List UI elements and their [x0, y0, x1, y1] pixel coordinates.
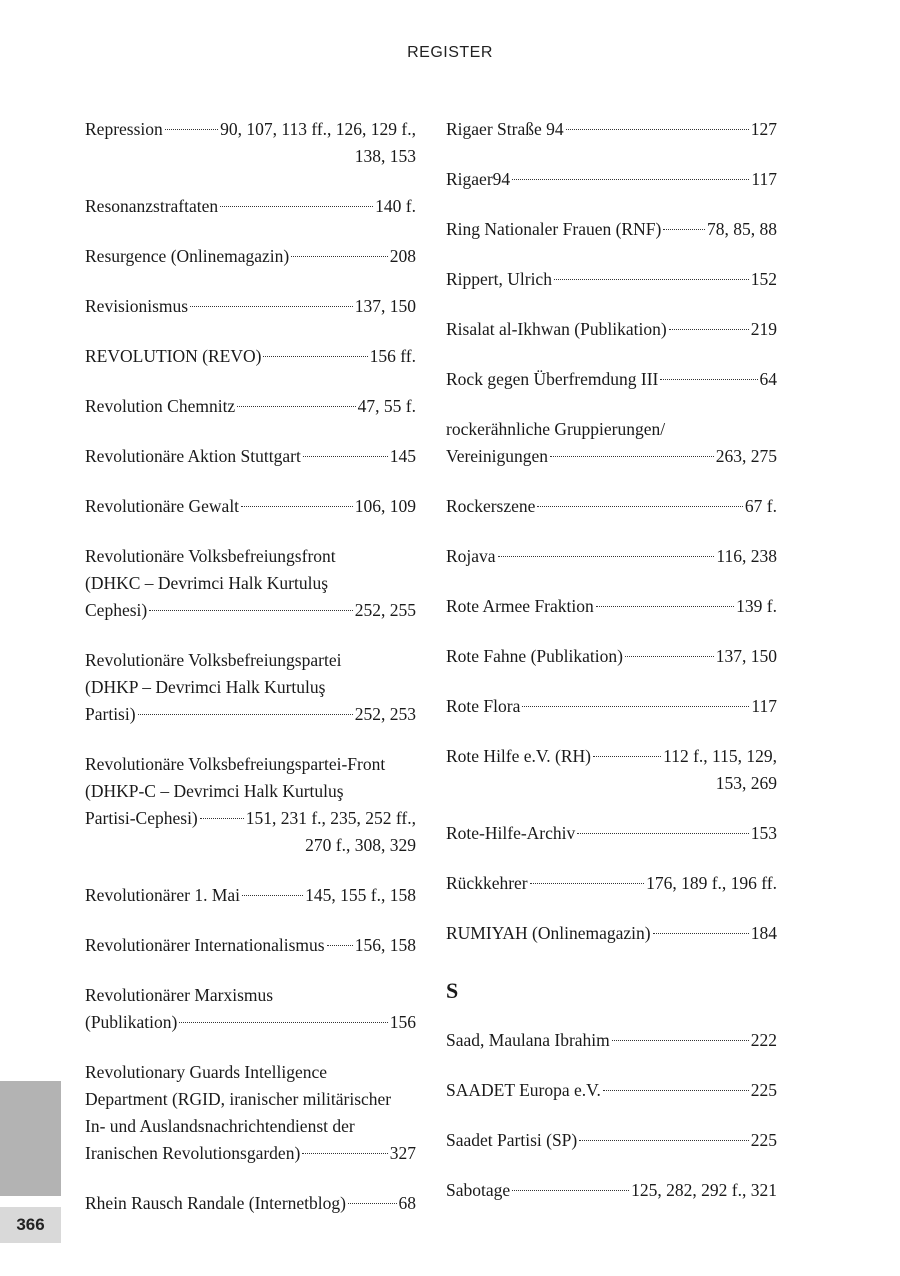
dot-leader [138, 714, 353, 715]
index-entry [446, 593, 777, 620]
page-refs: 67 f. [744, 496, 777, 516]
index-entry [446, 1177, 777, 1204]
index-entry [85, 1190, 416, 1217]
index-term: Revolutionäre Gewalt [85, 496, 240, 516]
section-letter-s: S [446, 978, 459, 1003]
index-entry [85, 493, 416, 520]
index-entry [85, 443, 416, 470]
dot-leader [530, 883, 644, 884]
index-entry [85, 193, 416, 220]
index-entry-line: Revolutionäre Volksbefreiungspartei [85, 650, 342, 670]
index-entry-term-line [85, 443, 416, 470]
index-entry-term-line [446, 643, 777, 670]
index-entry-term-line [446, 693, 777, 720]
dot-leader [242, 895, 303, 896]
dot-leader [263, 356, 367, 357]
page-refs: 152 [750, 269, 777, 289]
index-entry-term-line [446, 820, 777, 847]
index-term: Rote-Hilfe-Archiv [446, 823, 576, 843]
index-entry-term-line [446, 920, 777, 947]
index-entry-line: Revolutionärer Marxismus [85, 985, 274, 1005]
dot-leader [165, 129, 218, 130]
index-entry-term-line [85, 343, 416, 370]
index-term: Revisionismus [85, 296, 189, 316]
index-entry [446, 493, 777, 520]
page-refs: 208 [389, 246, 416, 266]
index-term: Rojava [446, 546, 496, 566]
index-term: Rigaer Straße 94 [446, 119, 564, 139]
page-refs: 219 [750, 319, 777, 339]
index-entry [446, 216, 777, 243]
page-refs-continued: 153, 269 [715, 773, 777, 793]
index-term: Resonanzstraftaten [85, 196, 219, 216]
page-refs: 222 [750, 1030, 777, 1050]
index-entry-term-line [446, 493, 777, 520]
index-entry-line: (DHKP-C – Devrimci Halk Kurtuluş [85, 781, 344, 801]
page-refs: 116, 238 [716, 546, 777, 566]
index-entry-line: Revolutionäre Volksbefreiungspartei-Front [85, 754, 386, 774]
index-entry-line: (DHKP – Devrimci Halk Kurtuluş [85, 677, 326, 697]
page-refs-continued: 138, 153 [354, 146, 416, 166]
dot-leader [327, 945, 353, 946]
page-refs: 225 [750, 1130, 777, 1150]
dot-leader [669, 329, 749, 330]
page-refs: 90, 107, 113 ff., 126, 129 f., [220, 119, 416, 139]
index-entry [85, 343, 416, 370]
index-entry-term-line [85, 193, 416, 220]
index-entry [446, 416, 777, 470]
dot-leader [577, 833, 748, 834]
page-refs: 64 [759, 369, 777, 389]
page-refs: 139 f. [736, 596, 777, 616]
index-entry-term-line [85, 1190, 416, 1217]
index-list-r [446, 116, 777, 947]
page-refs: 140 f. [375, 196, 416, 216]
index-entry-term-line [446, 1027, 777, 1054]
index-term: Ring Nationaler Frauen (RNF) [446, 219, 662, 239]
page-refs: 117 [751, 696, 777, 716]
page-refs: 225 [750, 1080, 777, 1100]
index-entry-term-line [85, 293, 416, 320]
dot-leader [512, 179, 749, 180]
page-refs: 125, 282, 292 f., 321 [631, 1180, 777, 1200]
dot-leader [200, 818, 244, 819]
page-refs: 137, 150 [715, 646, 777, 666]
page-refs-continued: 270 f., 308, 329 [305, 835, 416, 855]
index-entry [446, 1027, 777, 1054]
index-entry [446, 543, 777, 570]
index-term: Revolution Chemnitz [85, 396, 236, 416]
index-term: Partisi-Cephesi) [85, 808, 198, 828]
dot-leader [566, 129, 749, 130]
index-entry [446, 366, 777, 393]
index-term: Cephesi) [85, 600, 148, 620]
index-term: Vereinigungen [446, 446, 549, 466]
dot-leader [625, 656, 714, 657]
index-entry [446, 820, 777, 847]
dot-leader [303, 456, 388, 457]
page-refs: 176, 189 f., 196 ff. [646, 873, 777, 893]
page-refs: 252, 255 [354, 600, 416, 620]
page-refs: 137, 150 [354, 296, 416, 316]
index-entry-term-line [85, 1009, 416, 1036]
index-term: Rote Hilfe e.V. (RH) [446, 746, 591, 766]
index-term: Revolutionärer Internationalismus [85, 935, 325, 955]
index-column-right [446, 116, 777, 1227]
index-term: Rigaer94 [446, 169, 511, 189]
dot-leader [663, 229, 705, 230]
page-refs: 156, 158 [354, 935, 416, 955]
index-term: Rockerszene [446, 496, 536, 516]
index-term: Rote Flora [446, 696, 521, 716]
index-entry-term-line [85, 597, 416, 624]
dot-leader [660, 379, 757, 380]
index-term: Saadet Partisi (SP) [446, 1130, 578, 1150]
index-term: Rhein Rausch Randale (Internetblog) [85, 1193, 346, 1213]
index-entry-term-line [446, 166, 777, 193]
index-term: Resurgence (Onlinemagazin) [85, 246, 290, 266]
index-entry [446, 266, 777, 293]
index-entry-term-line [446, 1127, 777, 1154]
index-list-s [446, 1027, 777, 1204]
page-refs: 112 f., 115, 129, [663, 746, 777, 766]
page-refs: 78, 85, 88 [707, 219, 777, 239]
index-term: REVOLUTION (REVO) [85, 346, 262, 366]
page-refs: 252, 253 [354, 704, 416, 724]
index-entry [446, 316, 777, 343]
dot-leader [653, 933, 749, 934]
page-refs: 127 [750, 119, 777, 139]
index-entry-line: Revolutionary Guards Intelligence [85, 1062, 328, 1082]
index-entry-term-line [446, 743, 777, 770]
page-refs: 184 [750, 923, 777, 943]
page-refs: 68 [398, 1193, 416, 1213]
index-entry-term-line [446, 593, 777, 620]
index-entry-term-line [446, 1077, 777, 1104]
index-entry [446, 920, 777, 947]
thumb-index-tab [0, 1081, 61, 1196]
index-entry [446, 743, 777, 797]
dot-leader [596, 606, 734, 607]
index-term: Partisi) [85, 704, 136, 724]
index-entry-term-line [446, 116, 777, 143]
index-column-left [85, 116, 416, 1240]
index-entry [85, 647, 416, 728]
page-refs: 145, 155 f., 158 [305, 885, 416, 905]
dot-leader [593, 756, 661, 757]
index-entry [446, 166, 777, 193]
index-entry [85, 751, 416, 859]
page-refs: 117 [751, 169, 777, 189]
index-entry-line: Revolutionäre Volksbefreiungsfront [85, 546, 336, 566]
index-entry-term-line [85, 805, 416, 832]
index-term: RUMIYAH (Onlinemagazin) [446, 923, 651, 943]
page-refs: 263, 275 [715, 446, 777, 466]
dot-leader [537, 506, 743, 507]
index-entry [85, 982, 416, 1036]
dot-leader [179, 1022, 387, 1023]
page-refs: 151, 231 f., 235, 252 ff., [245, 808, 416, 828]
index-entry-term-line [85, 393, 416, 420]
index-entry-term-line [85, 882, 416, 909]
index-entry-term-line [446, 1177, 777, 1204]
page-refs: 106, 109 [354, 496, 416, 516]
index-entry-term-line [85, 493, 416, 520]
index-entry-line: Department (RGID, iranischer militärischer [85, 1089, 392, 1109]
dot-leader [149, 610, 353, 611]
dot-leader [291, 256, 388, 257]
page-refs: 156 ff. [369, 346, 416, 366]
index-entry-term-line [446, 870, 777, 897]
dot-leader [603, 1090, 749, 1091]
index-entry [85, 243, 416, 270]
page-refs: 145 [389, 446, 416, 466]
dot-leader [302, 1153, 387, 1154]
running-header: REGISTER [407, 44, 493, 61]
index-entry-term-line [85, 1140, 416, 1167]
index-term: SAADET Europa e.V. [446, 1080, 601, 1100]
dot-leader [348, 1203, 397, 1204]
index-term: Revolutionärer 1. Mai [85, 885, 241, 905]
index-entry [446, 1077, 777, 1104]
page-refs: 156 [389, 1012, 416, 1032]
dot-leader [550, 456, 714, 457]
index-entry [85, 882, 416, 909]
page-number: 366 [0, 1207, 61, 1243]
index-entry [446, 116, 777, 143]
index-term: Rippert, Ulrich [446, 269, 552, 289]
index-entry [85, 393, 416, 420]
index-entry-term-line [446, 316, 777, 343]
index-entry-term-line [446, 266, 777, 293]
dot-leader [512, 1190, 629, 1191]
dot-leader [498, 556, 715, 557]
index-term: Risalat al-Ikhwan (Publikation) [446, 319, 667, 339]
page-refs: 153 [750, 823, 777, 843]
dot-leader [612, 1040, 749, 1041]
index-entry [446, 870, 777, 897]
index-entry-term-line [446, 216, 777, 243]
index-term: (Publikation) [85, 1012, 178, 1032]
index-entry-term-line [446, 443, 777, 470]
index-term: Rote Fahne (Publikation) [446, 646, 623, 666]
index-entry [446, 693, 777, 720]
index-entry-line: In- und Auslandsnachrichtendienst der [85, 1116, 355, 1136]
page-refs: 47, 55 f. [357, 396, 416, 416]
index-entry-term-line [85, 932, 416, 959]
index-entry [85, 293, 416, 320]
index-entry [446, 643, 777, 670]
index-entry-term-line [85, 116, 416, 143]
index-term: Rückkehrer [446, 873, 528, 893]
index-entry-term-line [446, 366, 777, 393]
index-term: Iranischen Revolutionsgarden) [85, 1143, 301, 1163]
index-term: Repression [85, 119, 163, 139]
dot-leader [241, 506, 353, 507]
dot-leader [579, 1140, 749, 1141]
index-entry-term-line [85, 701, 416, 728]
dot-leader [554, 279, 749, 280]
index-entry [446, 1127, 777, 1154]
dot-leader [190, 306, 353, 307]
index-entry [85, 543, 416, 624]
index-term: Saad, Maulana Ibrahim [446, 1030, 610, 1050]
index-term: Rote Armee Fraktion [446, 596, 594, 616]
dot-leader [522, 706, 749, 707]
index-entry [85, 1059, 416, 1167]
dot-leader [237, 406, 355, 407]
index-term: Rock gegen Überfremdung III [446, 369, 659, 389]
index-entry-line: rockerähnliche Gruppierungen/ [446, 419, 666, 439]
index-term: Revolutionäre Aktion Stuttgart [85, 446, 301, 466]
page-refs: 327 [389, 1143, 416, 1163]
index-entry-term-line [446, 543, 777, 570]
index-entry [85, 116, 416, 170]
dot-leader [220, 206, 373, 207]
index-term: Sabotage [446, 1180, 511, 1200]
index-entry [85, 932, 416, 959]
index-entry-line: (DHKC – Devrimci Halk Kurtuluş [85, 573, 329, 593]
index-entry-term-line [85, 243, 416, 270]
